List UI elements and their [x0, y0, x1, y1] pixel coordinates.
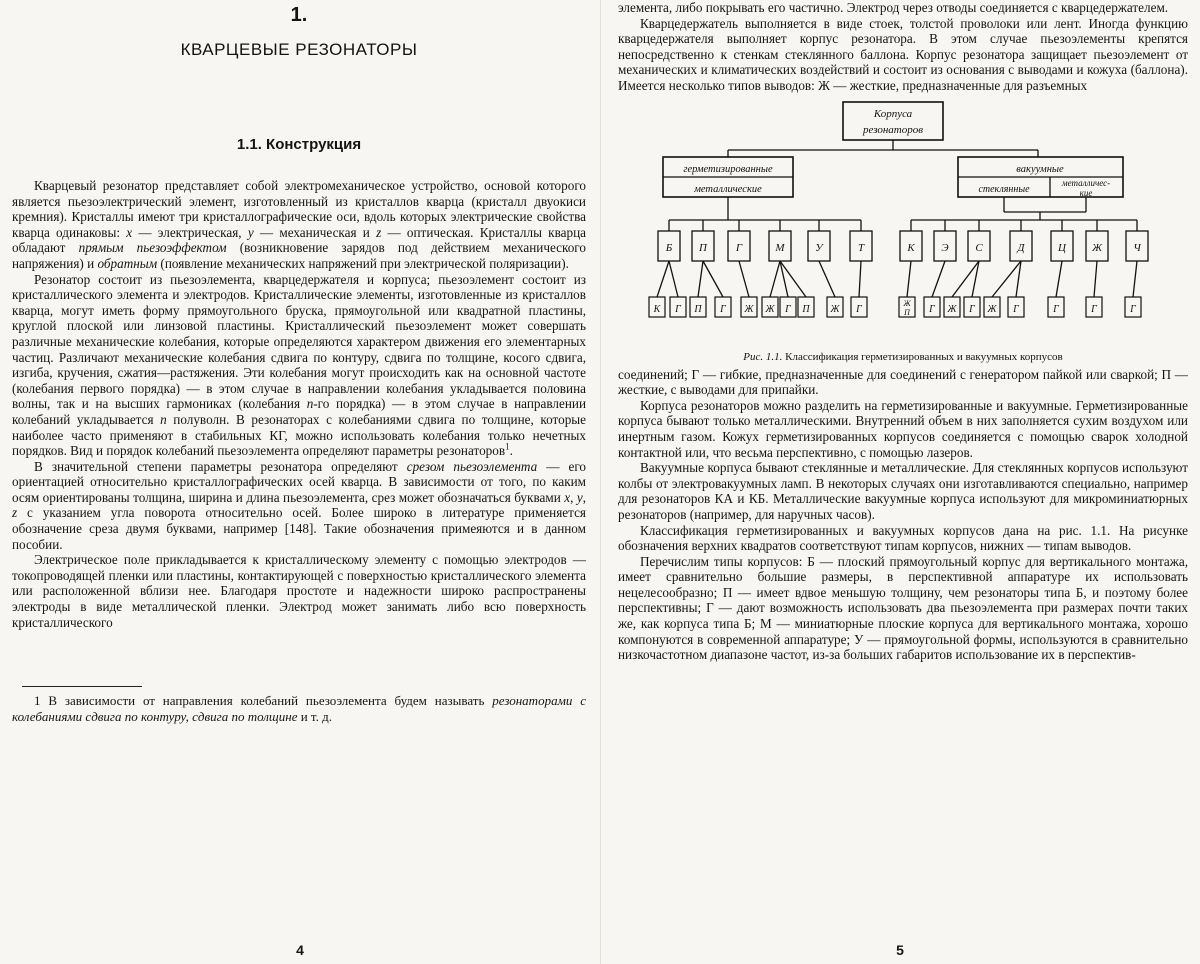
classification-diagram — [618, 94, 1188, 349]
lead-label-5: Ж — [744, 303, 754, 315]
metal-vacuum-label-line2: кие — [1079, 187, 1093, 198]
type-label-5: У — [815, 241, 823, 254]
connector-line — [1094, 261, 1097, 297]
footnote: 1 В зависимости от направления колебаний пьезоэлемента будем называть резонаторами с колебаниями сдвига по контуру, сдвига по толщине и т. д. — [12, 693, 586, 724]
root-label-line1: Корпуса — [873, 107, 913, 120]
paragraph: Перечислим типы корпусов: Б — плоский прямоугольный корпус для вертикального монтажа, имеет сравнительно большие размеры, в перспективной аппаратуре их использовать нецелесообразно; П — имеет вдвое меньшую толщину, чем резонаторы типа Б, и поэтому более перспективны; Г — дают возможность использовать два пьезоэлемента при размерах почти таких же, как корпуса типа Б; М — миниатюрные плоские корпуса для вертикального монтажа, хорошо компонуются в современной аппаратуре; У — прямоугольной формы, используются в сравнительно низкочастотном диапазоне частот, из-за больших габаритов использование их в перспектив- — [618, 553, 1188, 663]
paragraph: Вакуумные корпуса бывают стеклянные и металлические. Для стеклянных корпусов используют колбы от электровакуумных ламп. В некоторых случаях они изготавливаются специально, например для резонаторов КА и КБ. Металлические вакуумные корпуса используют для микроминиатюрных резонаторов (например, для наручных часов). — [618, 460, 1188, 522]
lead-label-9: Ж — [830, 303, 840, 315]
type-label-6: Т — [857, 241, 865, 254]
type-label-2: П — [699, 241, 707, 254]
connector-line — [703, 261, 723, 297]
right-body-text-top — [618, 0, 1188, 94]
type-label-3: Г — [735, 241, 743, 254]
type-label-8: Э — [941, 241, 949, 254]
chapter-title: КВАРЦЕВЫЕ РЕЗОНАТОРЫ — [180, 40, 418, 59]
connector-line — [819, 261, 835, 297]
section-title: 1.1. Конструкция — [236, 136, 362, 153]
left-body-text — [12, 178, 586, 630]
paragraph: элемента, либо покрывать его частично. Электрод через отводы соединяется с кварцедержателем. — [618, 0, 1169, 15]
type-label-1: Б — [665, 241, 673, 254]
lead-label-8: П — [802, 303, 810, 315]
figure-classification-diagram — [618, 94, 1188, 349]
lead-label-13: Ж — [947, 303, 957, 315]
connector-line — [907, 261, 911, 297]
lead-label-14: Г — [969, 303, 975, 315]
lead-label-12: Г — [929, 303, 935, 315]
paragraph: соединений; Г — гибкие, предназначенные для соединений с генератором пайкой или сваркой; П — жесткие, с выводами для припайки. — [618, 366, 1188, 398]
paragraph: Классификация герметизированных и вакуумных корпусов дана на рис. 1.1. На рисунке обозначения верхних квадратов соответствуют типам корпусов, нижних — типам выводов. — [618, 522, 1188, 554]
connector-line — [669, 261, 678, 297]
metallic-label: металлические — [694, 183, 762, 195]
paragraph: Резонатор состоит из пьезоэлемента, кварцедержателя и корпуса; пьезоэлемент состоит из кристаллического элемента и электродов. Кристаллические элементы, изготовленные из кристаллов кварца, могут иметь форму прямоугольного бруска, прямоугольной или квадратной пластины, круглой плоской или линзовой пластины. Кристаллический пьезоэлемент может совершать различные механические колебания, которые определяются характером движения его элементарных частиц. Различают механические колебания сдвига по контуру, сдвига по толщине, косого сдвига, изгиба, кручения, сжатия—растяжения. Эти колебания могут происходить как на основной частоте (колебания первого порядка) — в этом случае в направлении колебания укладывается половина волны, так и на высших гармониках (колебания n-го порядка) — в этом случае в направлении колебаний укладывается n полуволн. В резонаторах с колебаниями сдвига по толщине, которые наиболее часто применяют в стабильных КГ, можно использовать колебания только нечетных порядков. Вид и порядок колебаний пьезоэлемента определяют параметры резонаторов$^1$. — [12, 271, 587, 459]
lead-label-17: Г — [1053, 303, 1059, 315]
connector-line — [698, 261, 703, 297]
lead-label-18: Г — [1091, 303, 1097, 315]
lead-label-15: Ж — [987, 303, 997, 315]
paragraph: Кварцедержатель выполняется в виде стоек, толстой проволоки или лент. Иногда функцию кварцедержателя выполняет корпус резонатора. В этом случае пьезоэлементы крепятся непосредственно к стенкам стеклянного баллона. Корпус резонатора защищает пьезоэлемент от механических и климатических воздействий и состоит из основания с выводами и кожуха (баллона). Имеется несколько типов выводов: Ж — жесткие, предназначенные для разъемных — [618, 15, 1188, 93]
type-label-10: Д — [1017, 241, 1025, 254]
connector-line — [932, 261, 945, 297]
figure-caption — [618, 351, 1188, 367]
page-number-left: 4 — [296, 942, 304, 958]
lead-label-16: Г — [1013, 303, 1019, 315]
hermetic-label: герметизированные — [683, 163, 773, 175]
right-body-text-bottom — [618, 367, 1188, 663]
lead-label-10: Г — [856, 303, 862, 315]
connector-line — [859, 261, 861, 297]
type-label-12: Ж — [1091, 241, 1103, 254]
lead-label-6: Ж — [765, 303, 775, 315]
connector-line — [1056, 261, 1062, 297]
glass-label: стеклянные — [978, 183, 1030, 195]
lead-label-1: К — [653, 303, 661, 315]
vacuum-label: вакуумные — [1016, 163, 1064, 175]
page-number-right: 5 — [896, 942, 904, 958]
lead-label-7: Г — [785, 303, 791, 315]
type-label-11: Ц — [1058, 241, 1066, 254]
type-label-9: С — [975, 241, 983, 254]
lead-label-4: Г — [720, 303, 726, 315]
lead-label-3: П — [694, 303, 702, 315]
connector-line — [1133, 261, 1137, 297]
paragraph: В значительной степени параметры резонатора определяют срезом пьезоэлемента — его ориентацией относительно кристаллографических осей кварца. В зависимости от того, по каким осям ориентированы толщина, ширина и длина пьезоэлемента, срез может обозначаться буквами x, y, z с указанием угла поворота относительно осей. Более широко в литературе применяется обозначение среза двумя буквами, например [148]. Такие обозначения примеяются и в данном пособии. — [12, 458, 586, 552]
connector-line — [739, 261, 749, 297]
paragraph: Кварцевый резонатор представляет собой электромеханическое устройство, основой которого является пьезоэлектрический элемент, изготовленный из кристаллов кварца (кристалл двуокиси кремния). Кристаллы имеют три кристаллографические оси, вдоль которых электрические свойства кварца одинаковы: x — электрическая, y — механическая и z — оптическая. Кристаллы кварца обладают прямым пьезоэффектом (возникновение зарядов под действием механического напряжения) и обратным (появление механических напряжений при электрической поляризации). — [12, 178, 586, 271]
footnote-rule — [22, 686, 142, 687]
lead-label-2: Г — [675, 303, 681, 315]
type-label-7: К — [907, 241, 915, 254]
lead-label-11b: П — [904, 307, 910, 317]
metal-vacuum-label-line1: металличес- — [1061, 177, 1111, 188]
right-page — [600, 0, 1200, 964]
paragraph: Корпуса резонаторов можно разделить на герметизированные и вакуумные. Герметизированные корпуса бывают только металлическими. Внутренний объем в них заполняется сухим воздухом или инертным газом. Кожух герметизированных корпусов соединяется с помощью сварок холодной контактной или, что весьма перспективно, с помощью лазеров. — [618, 397, 1188, 460]
lead-label-19: Г — [1130, 303, 1136, 315]
lead-label-11a: Ж — [903, 298, 911, 308]
figure-caption-label: Рис. 1.1. — [743, 350, 783, 363]
figure-caption-text: Классификация герметизированных и вакуумных корпусов — [785, 350, 1063, 363]
type-label-4: М — [775, 241, 785, 254]
paragraph: Электрическое поле прикладывается к кристаллическому элементу с помощью электродов — токопроводящей пленки или пластины, контактирующей с поверхностью кристаллического элемента или расположенной вблизи нее. Благодаря простоте и надежности широко распространены электроды в виде металлической пленки. Электрод может занимать либо всю поверхность кристаллического — [12, 552, 586, 630]
type-label-13: Ч — [1133, 241, 1141, 254]
root-label-line2: резонаторов — [862, 123, 924, 136]
connector-line — [657, 261, 669, 297]
chapter-number: 1. — [290, 4, 308, 26]
connector-line — [770, 261, 780, 297]
